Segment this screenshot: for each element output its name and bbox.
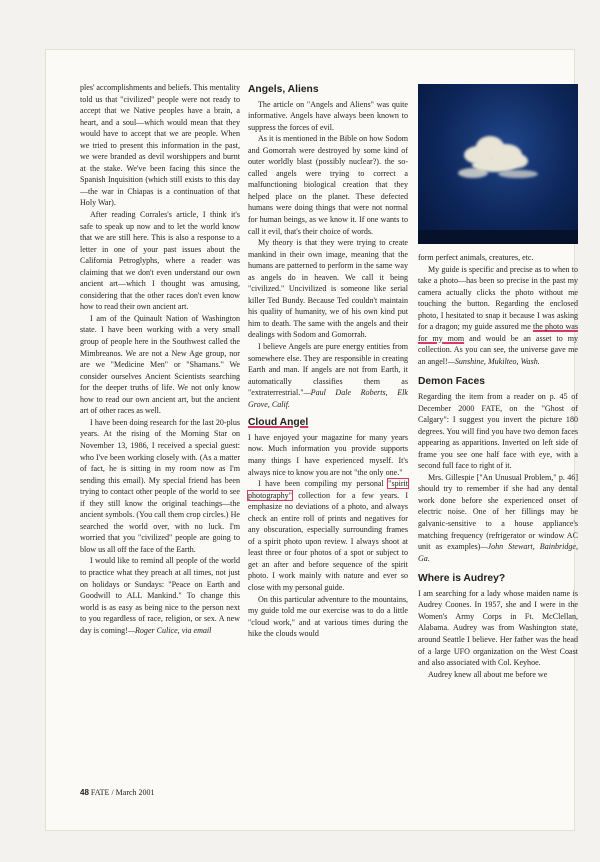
paragraph: I would like to remind all people of the world to practice what they preach at all times, not just on holidays or Sundays: "Peace on Earth and Goodwill to ALL Mankind." To change this world is as easy as being nice to the person next to you regardless of race, religion, or sex. A new day is coming!—Roger Culice, via email	[80, 556, 240, 635]
paragraph: I have been doing research for the last 20-plus years. At the rising of the Morning Star on November 13, 1986, I received a special guest: who I've been working closely with. (As a matter of fact, he is sitting in my room now as I'm sending this email). My special friend has been trying to contact other people of the world to see if they still know the original teachings—the ancient symbols. (You call them crop circles.) He searched the world over, with no luck. I'm worried that you "civilized" people are going to blow us all off the face of the Earth.	[80, 417, 240, 554]
column-2	[248, 80, 408, 640]
paragraph: My theory is that they were trying to create mankind in their own image, meaning that the humans are patterned to perform in the same way as angels do in heaven. We call it being "civilized." Uncivilized is someone like serial killer Ted Bundy. Because Ted couldn't maintain his quality of humanity, we of his own kind put him to death. The same with the angels and their dealings with Sodom and Gomorrah.	[248, 238, 408, 340]
highlighted-phrase: "spirit photography"	[248, 479, 408, 500]
letter-signature: —Sunshine, Mukilteo, Wash.	[447, 356, 540, 366]
paragraph: My guide is specific and precise as to when to take a photo—has been so precise in the past my camera actually clicks the photo without me touching the button. Regarding the enclosed photo, I hesitated to snap it because I was asking for a dragon; my guide assured me the photo was for my mom and would be an asset to my collection. As you can see, the universe gave me an angel!—Sunshine, Mukilteo, Wash.	[418, 264, 578, 366]
section-heading: Angels, Aliens	[248, 84, 319, 95]
paragraph: ples' accomplishments and beliefs. This mentality told us that "civilized" people were not ready to accept that we Native peoples have a brain, a heart, and a soul—which would mean that they would have to accept that we are people. When we tried to present this information in the past, we were branded as devil worshippers and burnt at the stake. We've been facing this since the Spanish Inquisition (which still exists to this day—the war in Chiapas is a continuation of that Holy War).	[80, 83, 240, 208]
paragraph: form perfect animals, creatures, etc.	[418, 253, 534, 262]
paragraph: Audrey knew all about me before we	[428, 669, 548, 679]
issue-date: / March 2001	[109, 788, 155, 797]
paragraph: As it is mentioned in the Bible on how Sodom and Gomorrah were destroyed by some kind of outer worldly blast (possibly nuclear?). the so-called angels were trying to correct a malfunctioning biological creation that they helped place on the planet. These defected humans were doing things that were not normal for human beings, as we know it. If one wants to call it evil, that's their choice of words.	[248, 134, 408, 236]
section-heading: Where is Audrey?	[418, 573, 506, 585]
underlined-phrase: the photo was for my mom	[418, 322, 578, 343]
letter-signature: —Roger Culice, via email	[127, 625, 212, 635]
letter-signature: —John Stewart, Bainbridge, Ga.	[418, 542, 579, 563]
magazine-name: FATE	[90, 788, 110, 797]
paragraph: I believe Angels are pure energy entities from somewhere else. They are responsible in creating Earth and man. If angels are not from Earth, it automatically classifies them as "extraterrestrial."—Paul Dale Roberts, Elk Grove, Calif.	[248, 342, 408, 409]
paragraph: On this particular adventure to the mountains, my guide told me our exercise was to do a little "cloud work," and at various times during the hike the clouds would	[248, 594, 408, 639]
paragraph: I have been compiling my personal "spirit photography" collection for a few years. I emphasize no deviations of a photo, and always check an entire roll of prints and negatives for any obscuration, especially surrounding frames of a spirit photo upon review. I always shoot at least three or four photos of a spot or subject to get an after and before sequence of the spirit photo. I work mainly with nature and ever so close with my personal guide.	[248, 479, 408, 592]
section-heading: Cloud Angel	[248, 417, 309, 429]
page-footer	[80, 788, 155, 797]
paragraph: I have enjoyed your magazine for many years now. Much information you provide supports many things I have experienced myself. It's always nice to know you are not "the only one."	[248, 432, 408, 477]
paragraph: The article on "Angels and Aliens" was quite informative. Angels have always been known to suppress the forces of evil.	[248, 99, 408, 132]
column-1	[80, 82, 240, 636]
letter-signature: —Paul Dale Roberts, Elk Grove, Calif.	[248, 388, 408, 409]
paragraph: I am of the Quinault Nation of Washington state. I have been working with a very small group of people here in the Southwest called the Mimbreanos. We are not a New Age group, nor are we "Medicine Men" or "Shamans." We consider ourselves Ancient Scientists searching for the deeper truths of life. We not only know how to read our own ancient art, but the ancient art of other races as well.	[80, 313, 240, 416]
paragraph: I am searching for a lady whose maiden name is Audrey Coones. In 1957, she and I were in the Women's Army Corps in Ft. McClellan, Alabama. Audrey was from Washington state, around Seattle I believe. Her father was the head of a large UFO organization on the West Coast and also associated with Col. Keyhoe.	[418, 588, 578, 668]
paragraph: Regarding the item from a reader on p. 45 of December 2000 FATE, on the "Ghost of Calgary": I suggest you invert the picture 180 degrees. You will find you have two demon faces appearing as apparitions. Inverted on left side of frame you see one half face with eye, with a second full face to right of it.	[418, 392, 578, 471]
paragraph: Mrs. Gillespie ["An Unusual Problem," p. 46] should try to remember if she had any dental work done before she experienced onset of electric noise. One of her fillings may be galvanic-sensitive to a house appliance's matching frequency (refrigerator or window AC unit as examples)—John Stewart, Bainbridge, Ga.	[418, 472, 579, 563]
column-3	[418, 252, 578, 680]
paragraph: After reading Corrales's article, I think it's safe to speak up now and to let the world know that we are still here. This is also a response to a letter in one of your past issues about the California Petroglyphs, where a reader was claiming that we don't even understand our own ancient art—which I thought was amusing, considering that the other races don't even know how to read their own ancient art.	[80, 210, 240, 312]
cloud-angel-photo	[418, 84, 578, 244]
section-heading: Demon Faces	[418, 376, 485, 388]
page-number: 48	[80, 788, 89, 797]
